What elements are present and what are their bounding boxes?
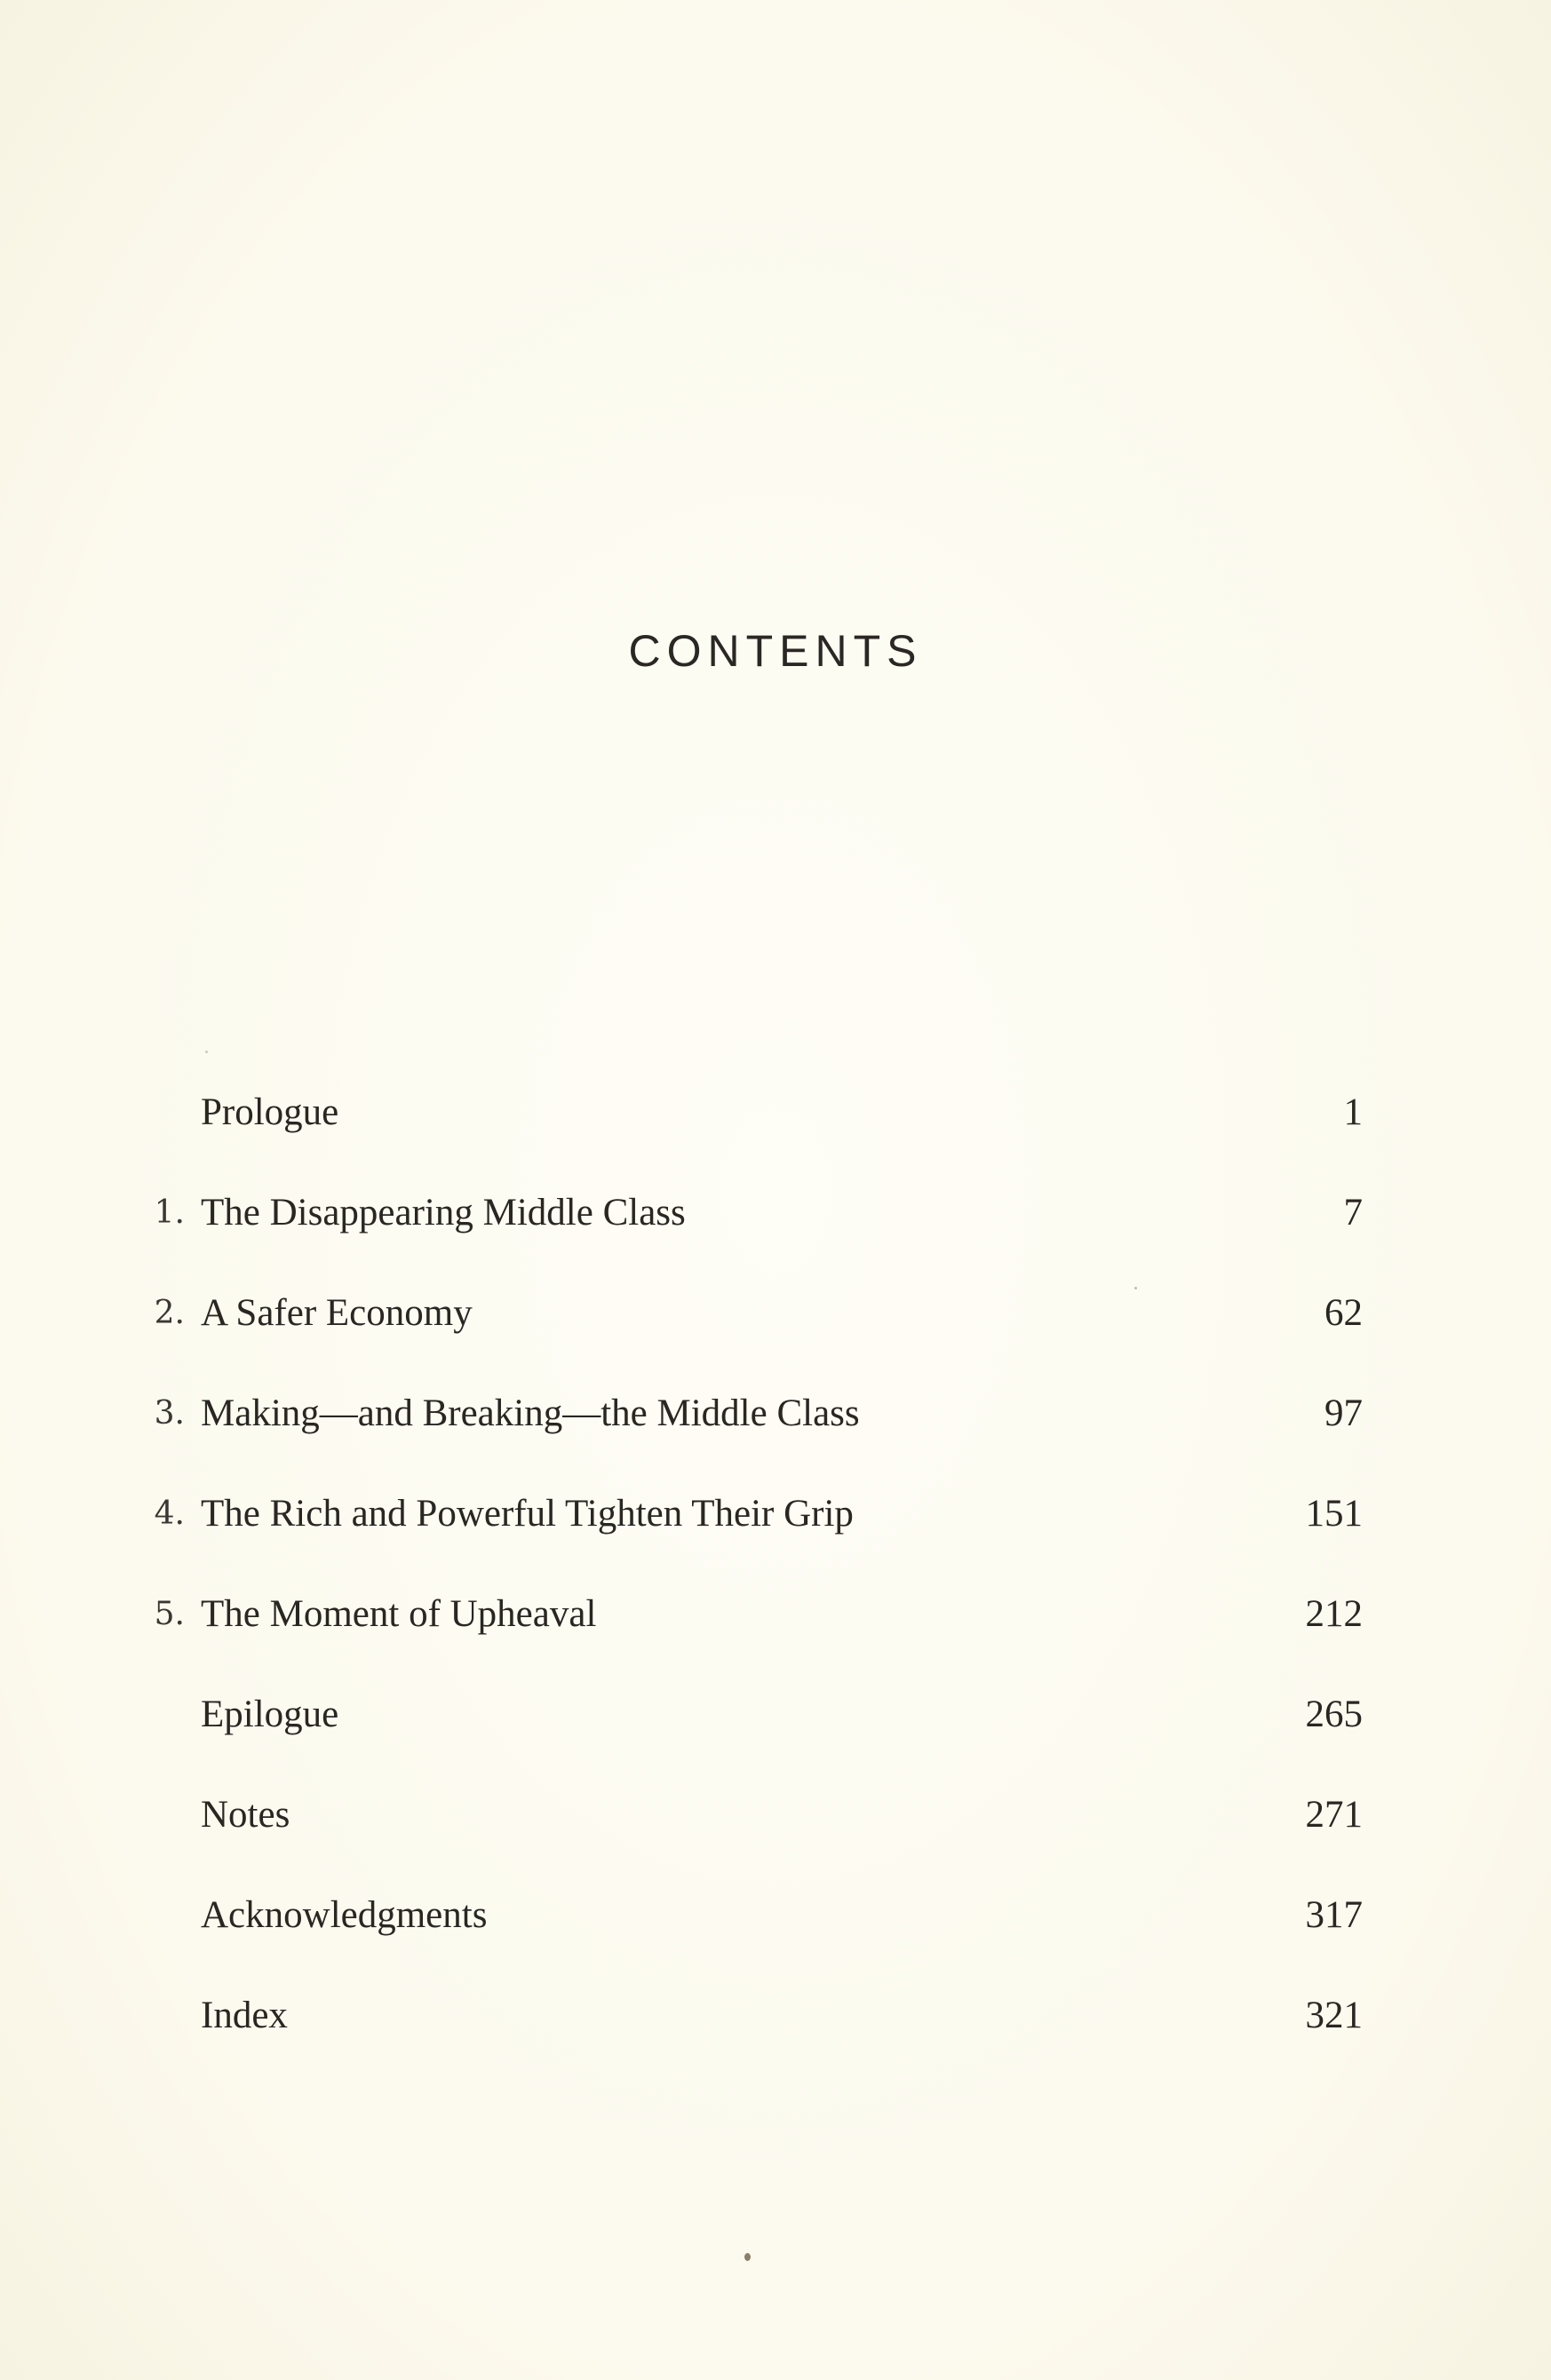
contents-heading: CONTENTS bbox=[628, 626, 923, 676]
paper-speck bbox=[205, 1051, 208, 1053]
page-number: 1 bbox=[1343, 1091, 1363, 1133]
toc-entry-chapter-1 bbox=[142, 1162, 1363, 1263]
page-number: 321 bbox=[1305, 1995, 1363, 2036]
page-number: 7 bbox=[1343, 1192, 1363, 1234]
entry-title: The Rich and Powerful Tighten Their Grip bbox=[201, 1493, 854, 1535]
entry-title: Epilogue bbox=[201, 1694, 339, 1735]
chapter-number: 4. bbox=[154, 1495, 185, 1532]
toc-entry-chapter-5 bbox=[142, 1564, 1363, 1664]
toc-entry-chapter-4 bbox=[142, 1464, 1363, 1564]
entry-title: Making—and Breaking—the Middle Class bbox=[201, 1392, 860, 1434]
chapter-number: 1. bbox=[154, 1194, 185, 1231]
entry-title: Prologue bbox=[201, 1091, 339, 1133]
table-of-contents bbox=[142, 1062, 1363, 2066]
page-number: 271 bbox=[1305, 1794, 1363, 1836]
page-number: 97 bbox=[1324, 1392, 1363, 1434]
paper-speck bbox=[744, 2253, 751, 2261]
toc-entry-chapter-3 bbox=[142, 1363, 1363, 1464]
toc-entry-acknowledgments bbox=[142, 1865, 1363, 1965]
toc-entry-epilogue bbox=[142, 1664, 1363, 1765]
paper-speck bbox=[1134, 1287, 1137, 1289]
toc-entry-prologue bbox=[142, 1062, 1363, 1162]
entry-title: Index bbox=[201, 1995, 288, 2036]
chapter-number: 3. bbox=[154, 1395, 185, 1432]
toc-entry-index bbox=[142, 1965, 1363, 2066]
chapter-number: 5. bbox=[154, 1596, 185, 1632]
page-number: 317 bbox=[1305, 1894, 1363, 1936]
entry-title: The Disappearing Middle Class bbox=[201, 1192, 686, 1234]
toc-entry-notes bbox=[142, 1765, 1363, 1865]
chapter-number: 2. bbox=[154, 1295, 185, 1331]
entry-title: A Safer Economy bbox=[201, 1292, 473, 1334]
page-number: 151 bbox=[1305, 1493, 1363, 1535]
entry-title: Notes bbox=[201, 1794, 290, 1836]
page-number: 62 bbox=[1324, 1292, 1363, 1334]
entry-title: Acknowledgments bbox=[201, 1894, 488, 1936]
toc-entry-chapter-2 bbox=[142, 1263, 1363, 1363]
page-number: 265 bbox=[1305, 1694, 1363, 1735]
page-number: 212 bbox=[1305, 1593, 1363, 1635]
entry-title: The Moment of Upheaval bbox=[201, 1593, 597, 1635]
